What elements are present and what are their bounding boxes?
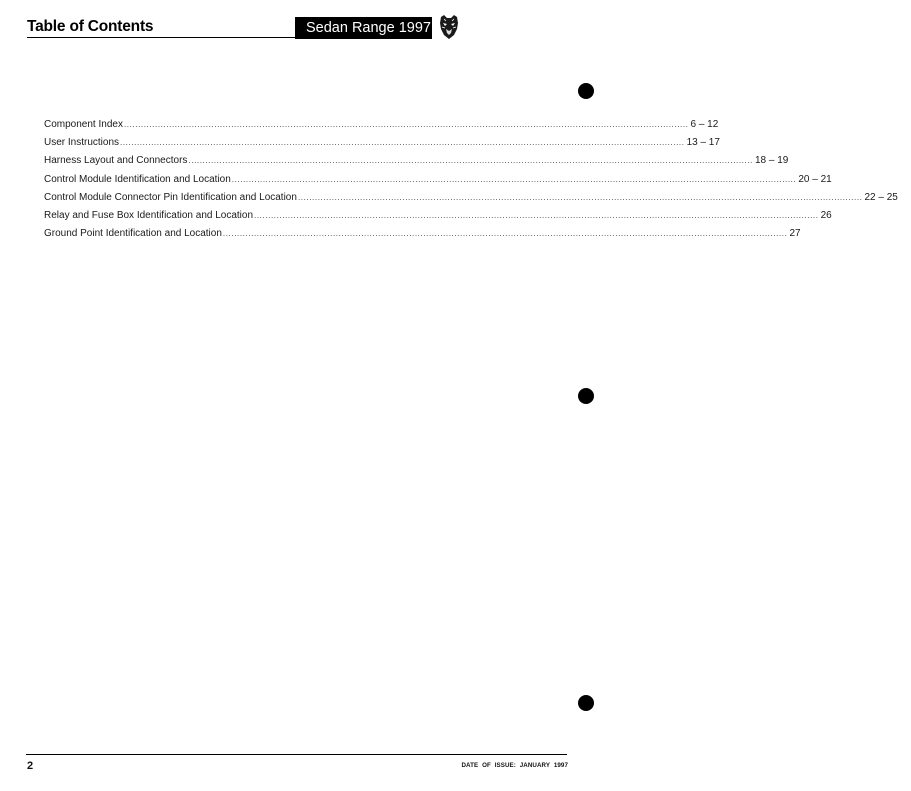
jaguar-head-emblem-icon <box>437 14 461 40</box>
toc-entry-label: Control Module Connector Pin Identification and Location <box>44 191 297 203</box>
binder-hole <box>578 83 594 99</box>
toc-entry-pages: 26 <box>820 209 832 221</box>
toc-entry-pages: 13 – 17 <box>686 137 720 149</box>
toc-list <box>44 119 898 246</box>
dot-leader: ........................................................................................................................................................................................................ <box>123 120 689 129</box>
toc-entry[interactable] <box>44 228 801 246</box>
toc-entry-label: Control Module Identification and Location <box>44 173 231 185</box>
toc-entry-label: Component Index <box>44 119 123 130</box>
toc-entry[interactable] <box>44 119 719 137</box>
binder-hole <box>578 388 594 404</box>
range-badge-label: Sedan Range 1997 <box>306 20 431 36</box>
dot-leader: ........................................................................................................................................................................................................ <box>231 174 797 184</box>
toc-entry-label: User Instructions <box>44 137 120 149</box>
binder-hole <box>578 695 594 711</box>
dot-leader: ........................................................................................................................................................................................................ <box>297 192 863 202</box>
toc-entry-label: Harness Layout and Connectors <box>44 155 188 167</box>
dot-leader: ........................................................................................................................................................................................................ <box>188 156 753 166</box>
toc-entry-label: Relay and Fuse Box Identification and Location <box>44 209 254 221</box>
toc-entry-label: Ground Point Identification and Location <box>44 228 222 240</box>
toc-entry-pages: 22 – 25 <box>864 191 898 203</box>
page-title: Table of Contents <box>27 18 154 35</box>
dot-leader: ........................................................................................................................................................................................................ <box>120 138 685 148</box>
toc-entry-pages: 27 <box>789 228 801 240</box>
dot-leader: ........................................................................................................................................................................................................ <box>222 229 788 239</box>
toc-entry[interactable] <box>44 173 832 192</box>
toc-entry[interactable] <box>44 191 898 210</box>
toc-entry[interactable] <box>44 137 720 155</box>
date-of-issue: DATE OF ISSUE: JANUARY 1997 <box>461 762 568 769</box>
header-rule <box>27 37 295 38</box>
page-number: 2 <box>27 760 34 772</box>
toc-entry-pages: 20 – 21 <box>798 173 832 185</box>
footer-rule <box>26 754 567 755</box>
dot-leader: ........................................................................................................................................................................................................ <box>254 210 819 220</box>
toc-entry[interactable] <box>44 209 832 228</box>
toc-entry[interactable] <box>44 155 789 173</box>
toc-entry-pages: 18 – 19 <box>754 155 789 167</box>
toc-entry-pages: 6 – 12 <box>690 119 719 130</box>
range-badge <box>295 17 432 39</box>
